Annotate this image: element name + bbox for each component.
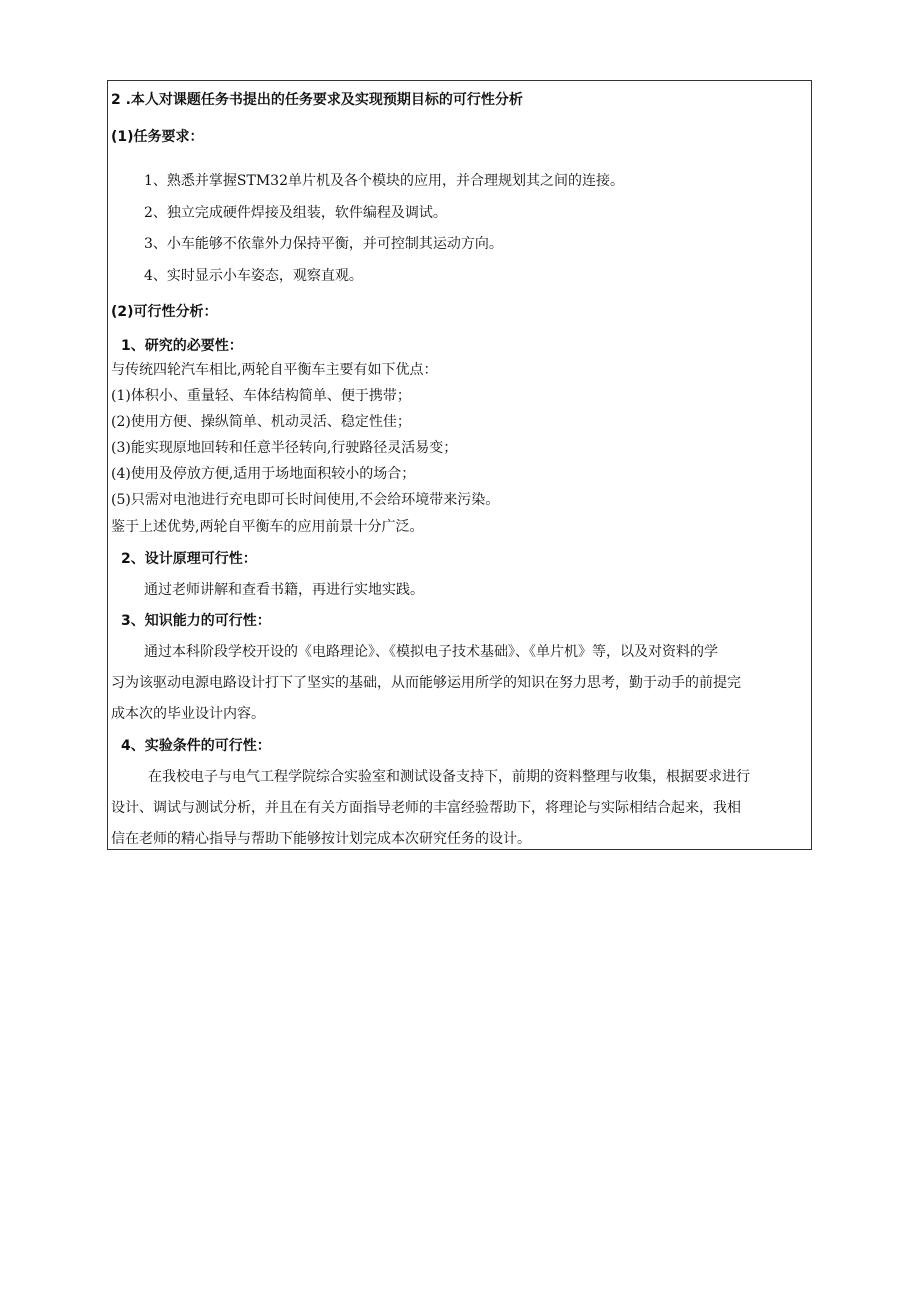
necessity-line-1: 与传统四轮汽车相比,两轮自平衡车主要有如下优点： bbox=[111, 362, 438, 378]
lab-line-2: 设计、调试与测试分析，并且在有关方面指导老师的丰富经验帮助下，将理论与实际相结合起来，我相 bbox=[111, 800, 741, 816]
lab-conditions-title: 4、实验条件的可行性： bbox=[121, 738, 271, 754]
necessity-line-2: (1)体积小、重量轻、车体结构简单、便于携带； bbox=[111, 388, 411, 404]
necessity-line-4: (3)能实现原地回转和任意半径转向,行驶路径灵活易变； bbox=[111, 440, 458, 456]
lab-line-1: 在我校电子与电气工程学院综合实验室和测试设备支持下，前期的资料整理与收集，根据要求进行 bbox=[148, 769, 750, 785]
knowledge-ability-title: 3、知识能力的可行性： bbox=[121, 613, 271, 629]
task-requirements-title: (1)任务要求： bbox=[111, 129, 204, 145]
necessity-line-3: (2)使用方便、操纵简单、机动灵活、稳定性佳； bbox=[111, 414, 411, 430]
task-item-1: 1、熟悉并掌握STM32单片机及各个模块的应用，并合理规划其之间的连接。 bbox=[144, 173, 624, 189]
feasibility-title: (2)可行性分析： bbox=[111, 304, 218, 320]
task-item-2: 2、独立完成硬件焊接及组装，软件编程及调试。 bbox=[144, 205, 447, 221]
design-principle-text: 通过老师讲解和查看书籍，再进行实地实践。 bbox=[144, 582, 424, 598]
design-principle-title: 2、设计原理可行性： bbox=[121, 551, 257, 567]
task-item-4: 4、实时显示小车姿态，观察直观。 bbox=[144, 268, 363, 284]
lab-line-3: 信在老师的精心指导与帮助下能够按计划完成本次研究任务的设计。 bbox=[111, 831, 531, 847]
knowledge-line-2: 习为该驱动电源电路设计打下了坚实的基础，从而能够运用所学的知识在努力思考，勤于动手的前提完 bbox=[111, 675, 741, 691]
necessity-line-7: 鉴于上述优势,两轮自平衡车的应用前景十分广泛。 bbox=[111, 519, 424, 535]
knowledge-line-3: 成本次的毕业设计内容。 bbox=[111, 706, 265, 722]
task-item-3: 3、小车能够不依靠外力保持平衡，并可控制其运动方向。 bbox=[144, 236, 503, 252]
necessity-line-6: (5)只需对电池进行充电即可长时间使用,不会给环境带来污染。 bbox=[111, 492, 500, 508]
knowledge-line-1: 通过本科阶段学校开设的《电路理论》、《模拟电子技术基础》、《单片机》等，以及对资料的学 bbox=[144, 644, 718, 660]
necessity-line-5: (4)使用及停放方便,适用于场地面积较小的场合； bbox=[111, 466, 416, 482]
section-heading: 2 .本人对课题任务书提出的任务要求及实现预期目标的可行性分析 bbox=[111, 92, 523, 108]
necessity-title: 1、研究的必要性： bbox=[121, 338, 243, 354]
